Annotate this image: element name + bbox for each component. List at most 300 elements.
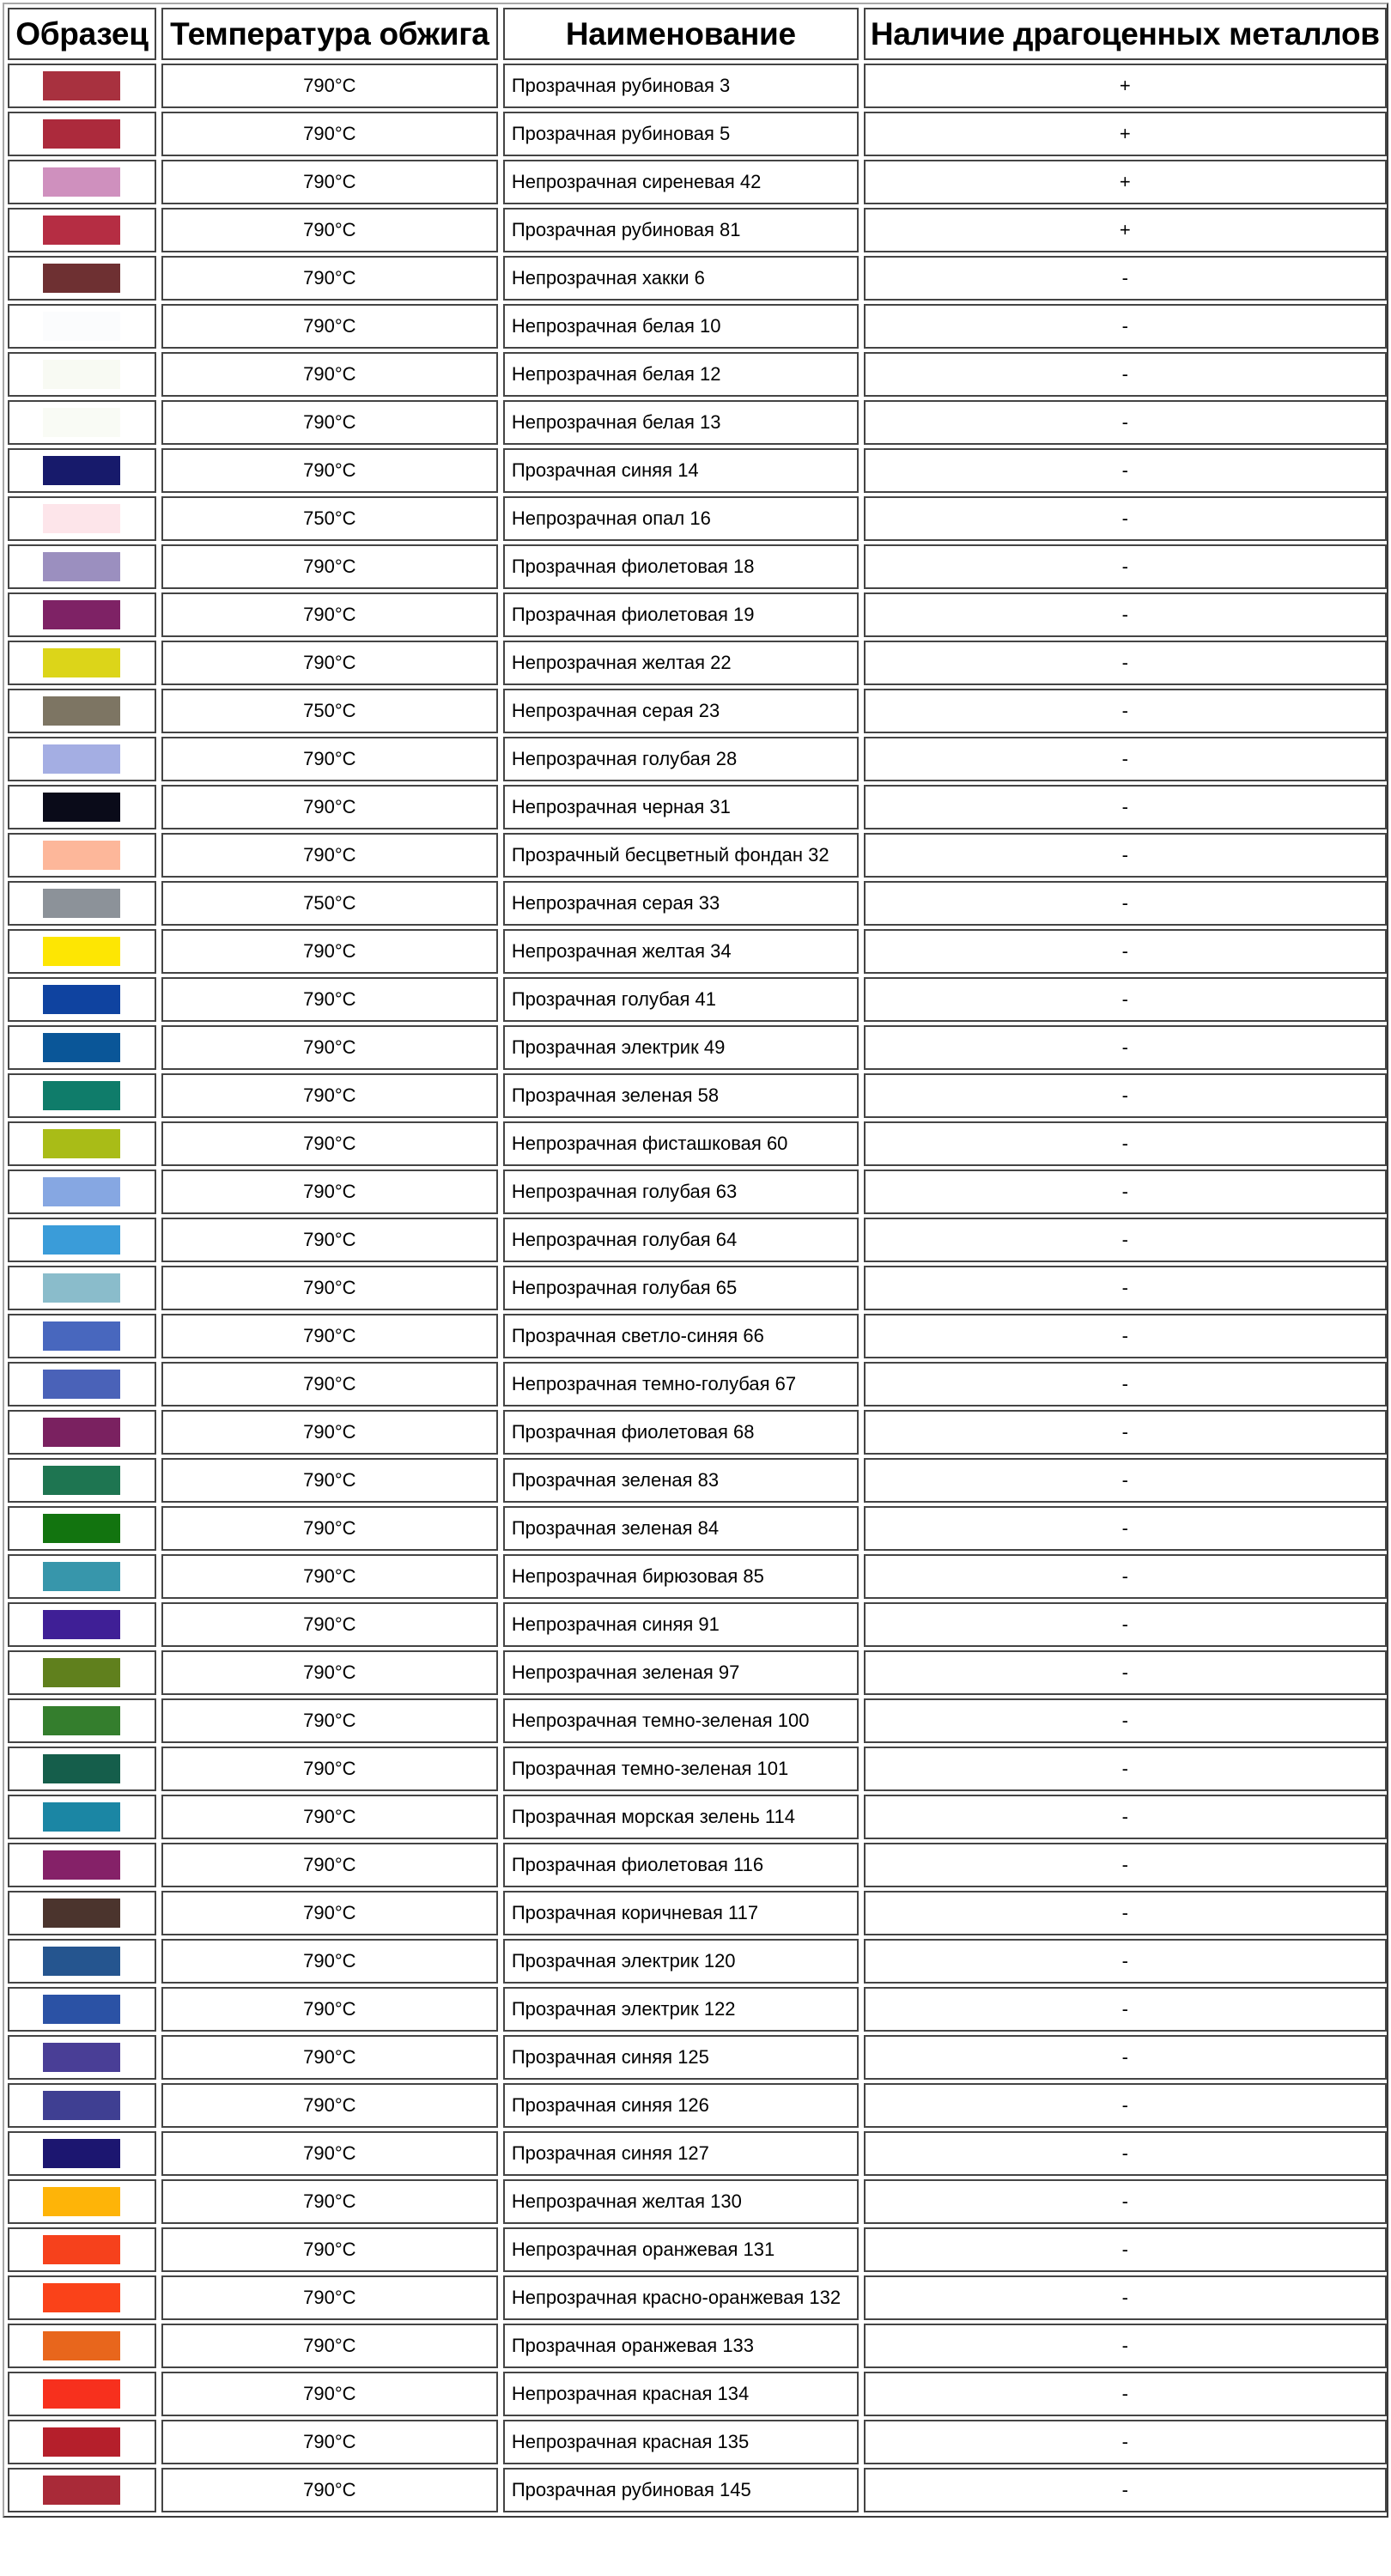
color-swatch [43,696,120,726]
temperature-cell: 790°C [161,1410,498,1455]
table-row [8,1218,1387,1262]
precious-metals-cell: - [864,1891,1387,1935]
precious-metals-cell: - [864,256,1387,301]
table-row [8,256,1387,301]
name-cell: Прозрачная электрик 122 [503,1987,859,2032]
table-row [8,1987,1387,2032]
table-row [8,1891,1387,1935]
header-precious-metals: Наличие драгоценных металлов [864,8,1387,60]
precious-metals-cell: + [864,208,1387,252]
precious-metals-cell: - [864,2179,1387,2224]
precious-metals-cell: - [864,1266,1387,1310]
color-swatch [43,1754,120,1783]
sample-cell [8,1554,156,1599]
precious-metals-cell: - [864,544,1387,589]
precious-metals-cell: - [864,2083,1387,2128]
name-cell: Прозрачная голубая 41 [503,977,859,1022]
name-cell: Прозрачная оранжевая 133 [503,2324,859,2368]
precious-metals-cell: - [864,1121,1387,1166]
table-row [8,448,1387,493]
color-swatch [43,889,120,918]
header-sample: Образец [8,8,156,60]
temperature-cell: 790°C [161,641,498,685]
table-row [8,2131,1387,2176]
color-swatch [43,504,120,533]
precious-metals-cell: - [864,2324,1387,2368]
table-row [8,1170,1387,1214]
sample-cell [8,1987,156,2032]
table-row [8,1458,1387,1503]
sample-cell [8,1362,156,1406]
name-cell: Непрозрачная голубая 28 [503,737,859,781]
table-row [8,112,1387,156]
temperature-cell: 790°C [161,1218,498,1262]
precious-metals-cell: - [864,1362,1387,1406]
precious-metals-cell: - [864,1698,1387,1743]
temperature-cell: 790°C [161,1891,498,1935]
temperature-cell: 790°C [161,1362,498,1406]
table-row [8,2324,1387,2368]
name-cell: Непрозрачная серая 23 [503,689,859,733]
precious-metals-cell: - [864,352,1387,397]
sample-cell [8,1602,156,1647]
name-cell: Прозрачная рубиновая 145 [503,2468,859,2512]
sample-cell [8,1795,156,1839]
table-row [8,1025,1387,1070]
header-name: Наименование [503,8,859,60]
color-swatch [43,793,120,822]
table-row [8,592,1387,637]
color-swatch [43,71,120,100]
sample-cell [8,1314,156,1358]
sample-cell [8,1650,156,1695]
table-row [8,1314,1387,1358]
sample-cell [8,641,156,685]
table-row [8,2372,1387,2416]
table-row [8,352,1387,397]
name-cell: Непрозрачная красная 134 [503,2372,859,2416]
table-body [8,60,1387,2512]
precious-metals-cell: - [864,2131,1387,2176]
table-row [8,977,1387,1022]
name-cell: Прозрачная светло-синяя 66 [503,1314,859,1358]
table-row [8,1266,1387,1310]
name-cell: Непрозрачная оранжевая 131 [503,2227,859,2272]
table-row [8,2420,1387,2464]
color-swatch [43,1321,120,1351]
name-cell: Непрозрачная голубая 63 [503,1170,859,1214]
temperature-cell: 790°C [161,160,498,204]
table-row [8,1939,1387,1984]
sample-cell [8,1170,156,1214]
table-row [8,1121,1387,1166]
table-row [8,689,1387,733]
temperature-cell: 790°C [161,1314,498,1358]
name-cell: Непрозрачная белая 12 [503,352,859,397]
color-swatch [43,264,120,293]
precious-metals-cell: - [864,1170,1387,1214]
sample-cell [8,2324,156,2368]
color-swatch [43,2379,120,2409]
name-cell: Прозрачная электрик 120 [503,1939,859,1984]
color-swatch [43,1129,120,1158]
table-row [8,1506,1387,1551]
precious-metals-cell: - [864,1795,1387,1839]
temperature-cell: 790°C [161,544,498,589]
name-cell: Прозрачная электрик 49 [503,1025,859,1070]
temperature-cell: 790°C [161,208,498,252]
color-swatch [43,1658,120,1687]
name-cell: Непрозрачная желтая 34 [503,929,859,974]
sample-cell [8,1410,156,1455]
precious-metals-cell: - [864,1843,1387,1887]
color-swatch [43,1466,120,1495]
temperature-cell: 790°C [161,1795,498,1839]
color-swatch [43,1610,120,1639]
table-row [8,1747,1387,1791]
color-swatch [43,2283,120,2312]
table-row [8,929,1387,974]
name-cell: Прозрачная синяя 14 [503,448,859,493]
precious-metals-cell: - [864,1602,1387,1647]
color-swatch [43,1370,120,1399]
temperature-cell: 790°C [161,1170,498,1214]
temperature-cell: 790°C [161,352,498,397]
color-swatch [43,985,120,1014]
temperature-cell: 790°C [161,2179,498,2224]
sample-cell [8,1025,156,1070]
name-cell: Непрозрачная голубая 64 [503,1218,859,1262]
table-row [8,1795,1387,1839]
table-row [8,737,1387,781]
sample-cell [8,1939,156,1984]
precious-metals-cell: - [864,1025,1387,1070]
sample-cell [8,256,156,301]
name-cell: Непрозрачная сиреневая 42 [503,160,859,204]
table-row [8,496,1387,541]
table-row [8,1843,1387,1887]
precious-metals-cell: - [864,929,1387,974]
sample-cell [8,400,156,445]
precious-metals-cell: - [864,2372,1387,2416]
color-swatch [43,2427,120,2457]
temperature-cell: 790°C [161,929,498,974]
table-row [8,2227,1387,2272]
precious-metals-cell: - [864,1987,1387,2032]
temperature-cell: 790°C [161,2420,498,2464]
color-swatch [43,1177,120,1206]
precious-metals-cell: - [864,1410,1387,1455]
enamel-table [8,8,1387,2512]
sample-cell [8,1506,156,1551]
temperature-cell: 790°C [161,1650,498,1695]
name-cell: Непрозрачная красная 135 [503,2420,859,2464]
temperature-cell: 750°C [161,496,498,541]
precious-metals-cell: - [864,1650,1387,1695]
color-swatch [43,1562,120,1591]
name-cell: Непрозрачная бирюзовая 85 [503,1554,859,1599]
name-cell: Непрозрачная желтая 130 [503,2179,859,2224]
precious-metals-cell: - [864,448,1387,493]
sample-cell [8,208,156,252]
temperature-cell: 790°C [161,1747,498,1791]
precious-metals-cell: + [864,160,1387,204]
precious-metals-cell: - [864,833,1387,878]
color-swatch [43,744,120,774]
precious-metals-cell: - [864,1506,1387,1551]
sample-cell [8,352,156,397]
temperature-cell: 790°C [161,2227,498,2272]
temperature-cell: 790°C [161,2324,498,2368]
sample-cell [8,1698,156,1743]
temperature-cell: 750°C [161,881,498,926]
sample-cell [8,1266,156,1310]
name-cell: Непрозрачная белая 10 [503,304,859,349]
precious-metals-cell: - [864,1073,1387,1118]
table-row [8,64,1387,108]
temperature-cell: 790°C [161,400,498,445]
temperature-cell: 790°C [161,977,498,1022]
color-swatch [43,600,120,629]
precious-metals-cell: - [864,881,1387,926]
name-cell: Непрозрачная серая 33 [503,881,859,926]
name-cell: Прозрачная коричневая 117 [503,1891,859,1935]
sample-cell [8,737,156,781]
name-cell: Прозрачная темно-зеленая 101 [503,1747,859,1791]
precious-metals-cell: - [864,2275,1387,2320]
precious-metals-cell: - [864,977,1387,1022]
enamel-table-frame [3,3,1388,2518]
sample-cell [8,496,156,541]
precious-metals-cell: - [864,592,1387,637]
color-swatch [43,1899,120,1928]
table-row [8,641,1387,685]
sample-cell [8,2083,156,2128]
name-cell: Прозрачная зеленая 58 [503,1073,859,1118]
table-row [8,1650,1387,1695]
temperature-cell: 790°C [161,256,498,301]
temperature-cell: 790°C [161,592,498,637]
temperature-cell: 790°C [161,785,498,829]
sample-cell [8,2275,156,2320]
table-row [8,1698,1387,1743]
name-cell: Прозрачная зеленая 83 [503,1458,859,1503]
sample-cell [8,2131,156,2176]
sample-cell [8,64,156,108]
name-cell: Непрозрачная опал 16 [503,496,859,541]
temperature-cell: 790°C [161,304,498,349]
color-swatch [43,1706,120,1735]
color-swatch [43,937,120,966]
temperature-cell: 790°C [161,1266,498,1310]
color-swatch [43,1273,120,1303]
name-cell: Прозрачный бесцветный фондан 32 [503,833,859,878]
name-cell: Непрозрачная желтая 22 [503,641,859,685]
color-swatch [43,2043,120,2072]
precious-metals-cell: - [864,2420,1387,2464]
precious-metals-cell: - [864,1939,1387,1984]
temperature-cell: 790°C [161,112,498,156]
sample-cell [8,1458,156,1503]
sample-cell [8,833,156,878]
sample-cell [8,2035,156,2080]
temperature-cell: 790°C [161,1843,498,1887]
sample-cell [8,1073,156,1118]
name-cell: Непрозрачная синяя 91 [503,1602,859,1647]
table-row [8,785,1387,829]
color-swatch [43,2187,120,2216]
color-swatch [43,2331,120,2360]
color-swatch [43,2139,120,2168]
color-swatch [43,216,120,245]
precious-metals-cell: - [864,496,1387,541]
table-row [8,2275,1387,2320]
sample-cell [8,881,156,926]
sample-cell [8,1843,156,1887]
precious-metals-cell: - [864,1314,1387,1358]
table-row [8,160,1387,204]
precious-metals-cell: - [864,2468,1387,2512]
name-cell: Прозрачная фиолетовая 116 [503,1843,859,1887]
precious-metals-cell: - [864,304,1387,349]
temperature-cell: 790°C [161,1121,498,1166]
color-swatch [43,167,120,197]
precious-metals-cell: - [864,1747,1387,1791]
sample-cell [8,1218,156,1262]
table-row [8,544,1387,589]
color-swatch [43,1850,120,1880]
temperature-cell: 790°C [161,1602,498,1647]
sample-cell [8,2179,156,2224]
sample-cell [8,160,156,204]
name-cell: Непрозрачная темно-зеленая 100 [503,1698,859,1743]
table-header-row [8,8,1387,60]
sample-cell [8,592,156,637]
precious-metals-cell: - [864,1458,1387,1503]
color-swatch [43,2235,120,2264]
temperature-cell: 790°C [161,1698,498,1743]
table-row [8,2468,1387,2512]
temperature-cell: 790°C [161,448,498,493]
name-cell: Прозрачная рубиновая 3 [503,64,859,108]
name-cell: Прозрачная рубиновая 81 [503,208,859,252]
sample-cell [8,2227,156,2272]
table-row [8,1554,1387,1599]
temperature-cell: 790°C [161,1025,498,1070]
sample-cell [8,2420,156,2464]
table-row [8,1410,1387,1455]
precious-metals-cell: - [864,737,1387,781]
name-cell: Непрозрачная темно-голубая 67 [503,1362,859,1406]
color-swatch [43,312,120,341]
table-row [8,881,1387,926]
header-temperature: Температура обжига [161,8,498,60]
name-cell: Прозрачная синяя 126 [503,2083,859,2128]
table-row [8,2179,1387,2224]
precious-metals-cell: + [864,112,1387,156]
color-swatch [43,1995,120,2024]
temperature-cell: 790°C [161,1073,498,1118]
color-swatch [43,648,120,677]
color-swatch [43,1081,120,1110]
temperature-cell: 790°C [161,2083,498,2128]
name-cell: Прозрачная фиолетовая 18 [503,544,859,589]
temperature-cell: 790°C [161,1458,498,1503]
name-cell: Непрозрачная хакки 6 [503,256,859,301]
color-swatch [43,456,120,485]
table-row [8,1073,1387,1118]
precious-metals-cell: - [864,641,1387,685]
temperature-cell: 790°C [161,833,498,878]
name-cell: Непрозрачная фисташковая 60 [503,1121,859,1166]
temperature-cell: 790°C [161,2468,498,2512]
name-cell: Прозрачная фиолетовая 19 [503,592,859,637]
temperature-cell: 790°C [161,2131,498,2176]
temperature-cell: 790°C [161,2372,498,2416]
name-cell: Непрозрачная зеленая 97 [503,1650,859,1695]
color-swatch [43,2091,120,2120]
sample-cell [8,2468,156,2512]
sample-cell [8,448,156,493]
name-cell: Прозрачная синяя 127 [503,2131,859,2176]
precious-metals-cell: - [864,689,1387,733]
name-cell: Непрозрачная голубая 65 [503,1266,859,1310]
name-cell: Непрозрачная черная 31 [503,785,859,829]
temperature-cell: 790°C [161,1506,498,1551]
temperature-cell: 790°C [161,64,498,108]
temperature-cell: 750°C [161,689,498,733]
precious-metals-cell: - [864,2035,1387,2080]
color-swatch [43,408,120,437]
table-row [8,1602,1387,1647]
precious-metals-cell: - [864,2227,1387,2272]
precious-metals-cell: - [864,1218,1387,1262]
color-swatch [43,1418,120,1447]
name-cell: Прозрачная рубиновая 5 [503,112,859,156]
color-swatch [43,1033,120,1062]
color-swatch [43,2476,120,2505]
table-row [8,2083,1387,2128]
name-cell: Непрозрачная красно-оранжевая 132 [503,2275,859,2320]
temperature-cell: 790°C [161,1554,498,1599]
sample-cell [8,112,156,156]
color-swatch [43,1802,120,1832]
table-row [8,2035,1387,2080]
color-swatch [43,1514,120,1543]
color-swatch [43,552,120,581]
color-swatch [43,360,120,389]
sample-cell [8,785,156,829]
color-swatch [43,1225,120,1255]
name-cell: Прозрачная зеленая 84 [503,1506,859,1551]
precious-metals-cell: - [864,1554,1387,1599]
sample-cell [8,929,156,974]
name-cell: Прозрачная морская зелень 114 [503,1795,859,1839]
sample-cell [8,2372,156,2416]
table-row [8,208,1387,252]
precious-metals-cell: - [864,785,1387,829]
temperature-cell: 790°C [161,737,498,781]
name-cell: Прозрачная синяя 125 [503,2035,859,2080]
table-row [8,400,1387,445]
color-swatch [43,841,120,870]
table-row [8,833,1387,878]
sample-cell [8,544,156,589]
table-row [8,304,1387,349]
table-row [8,1362,1387,1406]
color-swatch [43,1947,120,1976]
temperature-cell: 790°C [161,1987,498,2032]
